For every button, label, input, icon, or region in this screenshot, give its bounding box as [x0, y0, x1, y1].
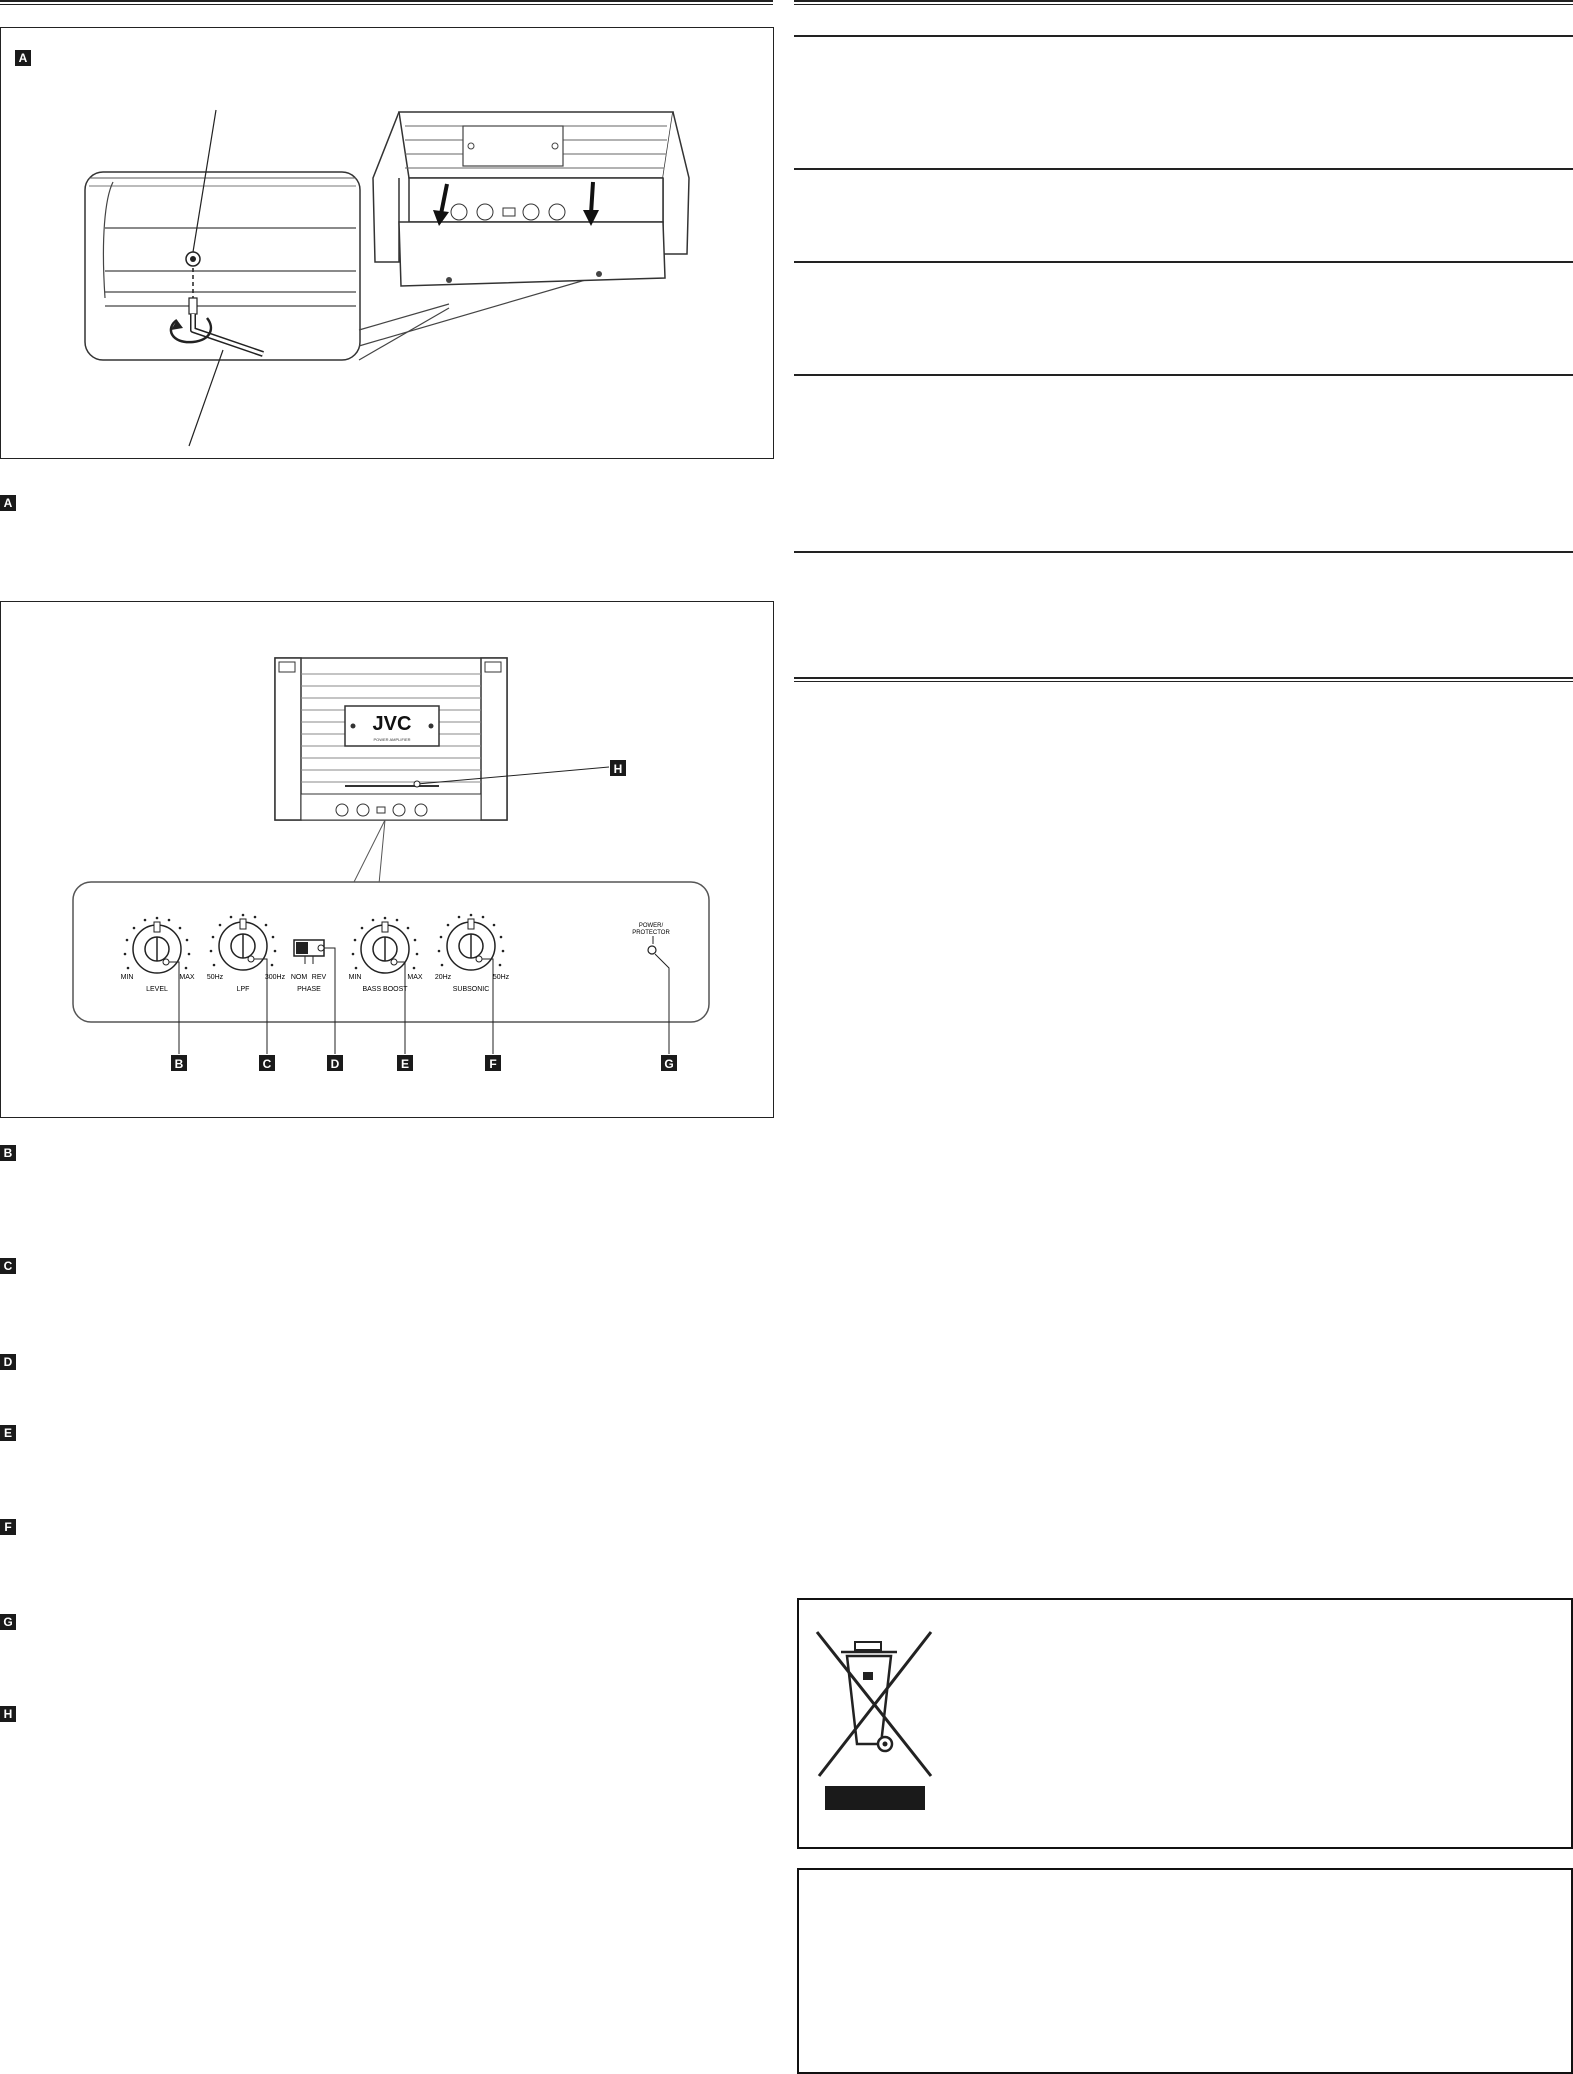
callout-e: E	[400, 1057, 410, 1071]
section-d-marker: D	[0, 1354, 16, 1370]
lpf-min-label: 50Hz	[206, 974, 224, 981]
disposal-notice-box	[797, 1598, 1573, 1849]
callout-d: D	[330, 1057, 340, 1071]
bass-boost-label: BASS BOOST	[362, 986, 408, 993]
callout-b: B	[174, 1057, 184, 1071]
crossed-bin-icon	[811, 1628, 941, 1828]
controls-figure-box	[0, 601, 774, 1118]
rule-5	[794, 551, 1573, 553]
brand-sublabel: POWER AMPLIFIER	[373, 737, 411, 742]
section-c-marker: C	[0, 1258, 16, 1274]
callout-f: F	[489, 1057, 497, 1071]
lpf-label: LPF	[236, 986, 250, 993]
section-h-marker: H	[0, 1706, 16, 1722]
rule-2	[794, 168, 1573, 170]
figure-a-marker: A	[15, 50, 31, 66]
subsonic-max-label: 50Hz	[492, 974, 510, 981]
subsonic-min-label: 20Hz	[434, 974, 452, 981]
led-label-line2: PROTECTOR	[632, 930, 670, 936]
rule-3	[794, 261, 1573, 263]
callout-c: C	[262, 1057, 272, 1071]
phase-rev-label: REV	[311, 974, 327, 981]
controls-illustration	[1, 602, 773, 1117]
rule-6	[794, 677, 1573, 682]
brand-logo: JVC	[372, 713, 412, 735]
top-rule-right	[794, 0, 1573, 5]
section-a-marker: A	[0, 495, 16, 511]
led-label-line1: POWER/	[638, 923, 664, 929]
rule-1	[794, 35, 1573, 37]
section-f-marker: F	[0, 1519, 16, 1535]
callout-h: H	[613, 762, 623, 776]
bass-max-label: MAX	[407, 974, 423, 981]
subsonic-label: SUBSONIC	[452, 986, 490, 993]
figure-a-illustration	[1, 28, 773, 458]
phase-label: PHASE	[297, 986, 321, 993]
section-b-marker: B	[0, 1145, 16, 1161]
lpf-max-label: 300Hz	[264, 974, 286, 981]
level-min-label: MIN	[120, 974, 134, 981]
level-label: LEVEL	[146, 986, 168, 993]
phase-nom-label: NOM	[290, 974, 308, 981]
top-rule-left	[0, 0, 773, 5]
section-g-marker: G	[0, 1614, 16, 1630]
bass-min-label: MIN	[348, 974, 362, 981]
figure-a-box	[0, 27, 774, 459]
callout-g: G	[664, 1057, 674, 1071]
section-e-marker: E	[0, 1425, 16, 1441]
level-max-label: MAX	[179, 974, 195, 981]
notice-box-empty	[797, 1868, 1573, 2074]
rule-4	[794, 374, 1573, 376]
power-led-icon	[648, 946, 656, 954]
